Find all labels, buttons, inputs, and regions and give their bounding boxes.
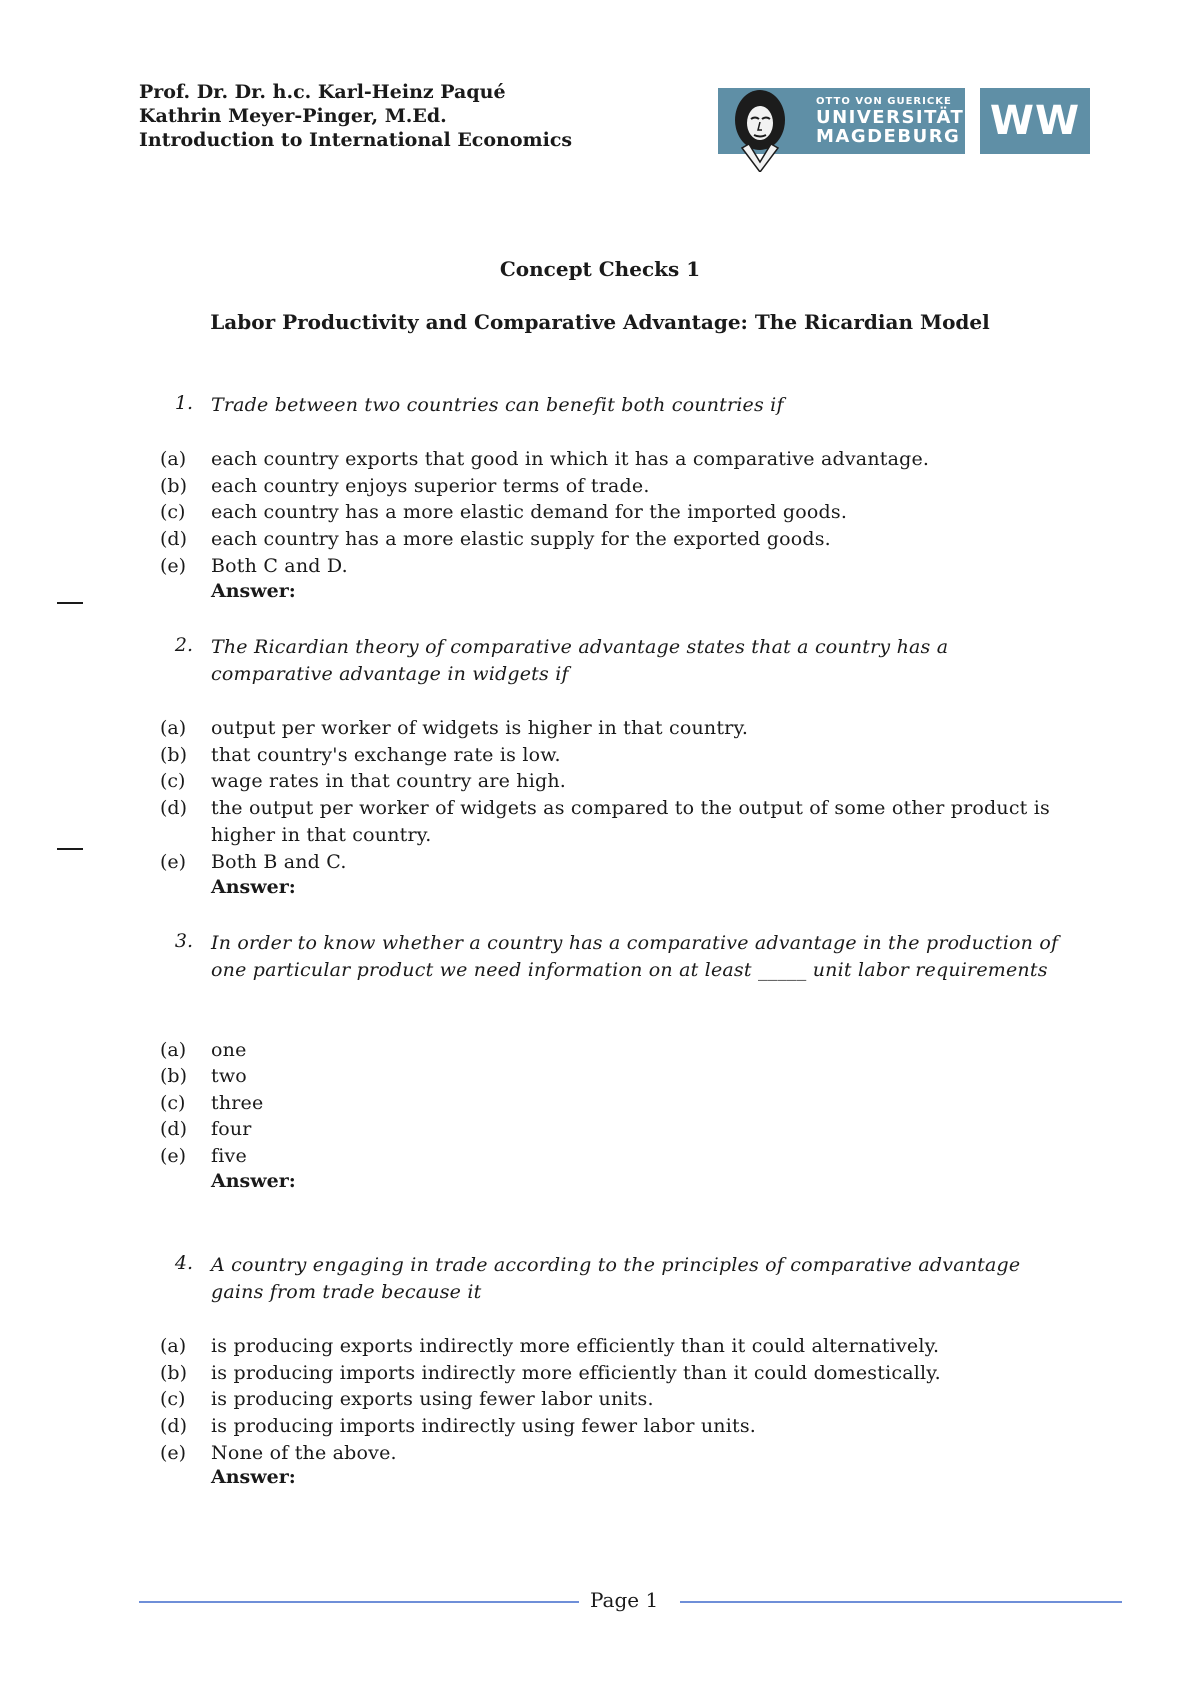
university-logo-line-2: MAGDEBURG (816, 126, 961, 147)
question-1-text: Trade between two countries can benefit both countries if (211, 394, 784, 416)
author-line-2: Kathrin Meyer-Pinger, M.Ed. (139, 105, 447, 127)
course-title: Introduction to International Economics (139, 129, 573, 151)
document-title: Concept Checks 1 (499, 257, 701, 281)
question-3-option-c-label: (c) (160, 1092, 186, 1114)
document-header (139, 80, 572, 152)
question-3-option-c: three (211, 1092, 264, 1114)
question-2-option-b: that country's exchange rate is low. (211, 744, 561, 766)
footer-rule-left (139, 1601, 579, 1603)
question-2-number: 2. (174, 634, 193, 656)
question-2-option-c: wage rates in that country are high. (211, 770, 567, 792)
question-1-option-a-label: (a) (160, 448, 187, 470)
question-3-number: 3. (174, 930, 193, 952)
question-3-option-e: five (211, 1145, 247, 1167)
question-4-option-c: is producing exports using fewer labor units. (211, 1388, 654, 1410)
question-2-option-b-label: (b) (160, 744, 187, 766)
question-3-option-b-label: (b) (160, 1065, 187, 1087)
margin-mark (57, 848, 83, 850)
question-1-option-d-label: (d) (160, 528, 187, 550)
question-1-option-c-label: (c) (160, 501, 186, 523)
question-2-answer-label: Answer: (211, 876, 296, 898)
question-2-text: The Ricardian theory of comparative advantage states that a country has a comparative advantage in widgets if (211, 636, 949, 685)
question-2-option-e-label: (e) (160, 851, 187, 873)
university-logo-line-1: UNIVERSITÄT (816, 107, 965, 128)
question-4-option-b-label: (b) (160, 1362, 187, 1384)
question-4-option-a: is producing exports indirectly more efficiently than it could alternatively. (211, 1335, 940, 1357)
question-4-option-c-label: (c) (160, 1388, 186, 1410)
question-1-option-e: Both C and D. (211, 555, 348, 577)
question-1-option-b-label: (b) (160, 475, 187, 497)
guericke-portrait-icon (724, 86, 796, 172)
question-2-option-e: Both B and C. (211, 851, 347, 873)
question-1-number: 1. (174, 392, 193, 414)
university-logo (718, 88, 965, 154)
question-3-option-d: four (211, 1118, 252, 1140)
question-3-option-d-label: (d) (160, 1118, 187, 1140)
question-1-option-b: each country enjoys superior terms of trade. (211, 475, 650, 497)
question-2-option-d: the output per worker of widgets as compared to the output of some other product is higher in that country. (211, 797, 1050, 846)
question-2-option-c-label: (c) (160, 770, 186, 792)
question-1-option-d: each country has a more elastic supply for the exported goods. (211, 528, 831, 550)
author-line-1: Prof. Dr. Dr. h.c. Karl-Heinz Paqué (139, 81, 506, 103)
question-4-option-d-label: (d) (160, 1415, 187, 1437)
question-4-text: A country engaging in trade according to the principles of comparative advantage gains from trade because it (211, 1254, 1021, 1303)
question-3-option-e-label: (e) (160, 1145, 187, 1167)
margin-mark (57, 602, 83, 604)
question-4-option-e: None of the above. (211, 1442, 397, 1464)
question-4-number: 4. (174, 1252, 193, 1274)
question-1-answer-label: Answer: (211, 580, 296, 602)
document-subtitle: Labor Productivity and Comparative Advantage: The Ricardian Model (210, 310, 990, 334)
question-4-option-a-label: (a) (160, 1335, 187, 1357)
question-4-answer-label: Answer: (211, 1466, 296, 1488)
university-logo-small-text: OTTO VON GUERICKE (816, 96, 952, 107)
question-3-option-b: two (211, 1065, 247, 1087)
question-3-answer-label: Answer: (211, 1170, 296, 1192)
question-1-option-e-label: (e) (160, 555, 187, 577)
question-3-text: In order to know whether a country has a comparative advantage in the production of one particular product we need information on at least _____ unit labor requirements (211, 932, 1059, 981)
question-4-option-b: is producing imports indirectly more efficiently than it could domestically. (211, 1362, 941, 1384)
question-2-option-a-label: (a) (160, 717, 187, 739)
question-1-option-c: each country has a more elastic demand for the imported goods. (211, 501, 848, 523)
faculty-logo: WW (980, 88, 1090, 154)
footer-rule-right (680, 1601, 1122, 1603)
page-number: Page 1 (590, 1588, 659, 1612)
question-4-option-d: is producing imports indirectly using fewer labor units. (211, 1415, 757, 1437)
question-3-option-a-label: (a) (160, 1039, 187, 1061)
question-3-option-a: one (211, 1039, 247, 1061)
question-4-option-e-label: (e) (160, 1442, 187, 1464)
question-1-option-a: each country exports that good in which it has a comparative advantage. (211, 448, 930, 470)
question-2-option-a: output per worker of widgets is higher in that country. (211, 717, 749, 739)
question-2-option-d-label: (d) (160, 797, 187, 819)
